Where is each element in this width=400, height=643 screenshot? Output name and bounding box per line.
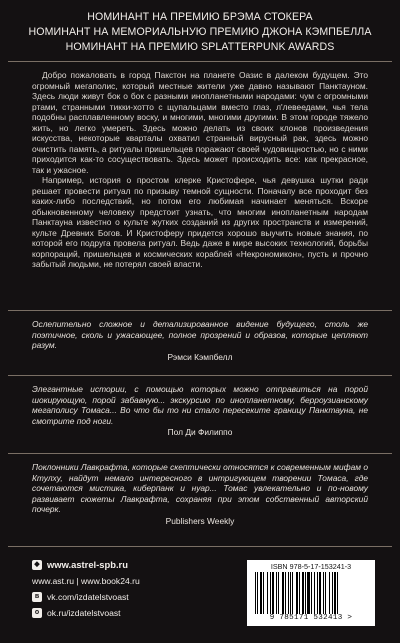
site-main-link[interactable]: www.astrel-spb.ru [47,559,128,570]
description-paragraph: Добро пожаловать в город Пакстон на планете Оазис в далеком будущем. Это огромный мегаполис, который местные жители уже давно называют Панктауном. Здесь люди живут бок о бок с разными инопланетными народами: чум с огромными ртами, странными тикки-хотто с щупальцами вместо глаз, л'левеедами, чья тела подобны расплавленному воску, и многими, многими другими. В этом городе тяжело жить, но легко умереть. Здесь можно делать из своих клонов произведения искусства, некоторые кварталы охватил странный вирусный рак, здесь можно очистить память, а ритуалы пришельцев поражают своей чудовищностью, но с ними приходится как-то сосуществовать. Здесь может происходить все: как прекрасное, так и ужасное. [32,70,368,175]
www-icon: ◆ [32,560,42,570]
isbn-barcode-box [247,560,375,626]
divider [8,375,392,376]
publisher-links [32,557,202,621]
review-quote [32,319,368,362]
sites-secondary-row[interactable] [32,573,202,589]
site-main-row[interactable] [32,557,202,573]
divider [8,310,392,311]
vk-icon: в [32,592,42,602]
ok-icon: о [32,608,42,618]
divider [8,61,392,62]
divider [8,453,392,454]
award-line: НОМИНАНТ НА ПРЕМИЮ БРЭМА СТОКЕРА [87,11,313,23]
quote-text: Элегантные истории, с помощью которых можно отправиться на порой шокирующую, порой забавную... экскурсию по инопланетному, берроузианскому мегаполису Томаса... Во что бы то ни стало пересеките границу Панктауна, не смотрите под ноги. [32,384,368,426]
quote-author: Рэмси Кэмпбелл [167,351,233,362]
barcode-digits: 9 785171 532413 > [269,614,353,622]
book-description [32,70,368,270]
quote-author: Publishers Weekly [165,515,235,526]
ok-row[interactable] [32,605,202,621]
isbn-label: ISBN 978-5-17-153241-3 [270,562,352,571]
barcode-icon [253,572,369,614]
quote-author: Пол Ди Филиппо [167,427,233,437]
vk-row[interactable] [32,589,202,605]
award-line: НОМИНАНТ НА ПРЕМИЮ SPLATTERPUNK AWARDS [65,41,335,53]
description-paragraph: Например, история о простом клерке Кристофере, чья девушка шутки ради решает провести ритуал по призыву темной сущности. Поначалу все проходит без каких-либо последствий, но потом его любимая начинает меняться. Вскоре обыкновенному человеку предстоит узнать, что многим инопланетным народам Панктауна известно о культе жутких созданий из других пространств и измерений, культе Древних Богов. И Кристоферу придется хорошо выучить новые знания, по которой его подруга провела ритуал. Ведь даже в мире высоких технологий, борьбы корпораций, пришельцев и космических кораблей «Некрономикон», пусть и прочно забытый людьми, не потерял своей власти. [32,175,368,269]
ok-link[interactable]: ok.ru/izdatelstvoast [47,608,121,618]
review-quote [32,384,368,438]
award-line: НОМИНАНТ НА МЕМОРИАЛЬНУЮ ПРЕМИЮ ДЖОНА КЭМПБЕЛЛА [28,26,372,38]
vk-link[interactable]: vk.com/izdatelstvoast [47,592,129,602]
quote-text: Ослепительно сложное и детализированное видение будущего, столь же поэтичное, сколь и ужасающее, полное прозрений и образов, которые цепляют разум. [32,319,368,350]
divider [8,546,392,547]
awards-block [0,10,400,55]
review-quote [32,462,368,526]
sites-secondary-link[interactable]: www.ast.ru | www.book24.ru [32,576,140,586]
quote-text: Поклонники Лавкрафта, которые скептически относятся к современным мифам о Ктулху, найдут немало интересного в интригующем творении Томаса, где сочетаются мистика, киберпанк и нуар... Томас увлекательно и по-новому развивает сюжеты Лавкрафта, сохраняя при этом собственный авторский почерк. [32,462,368,514]
